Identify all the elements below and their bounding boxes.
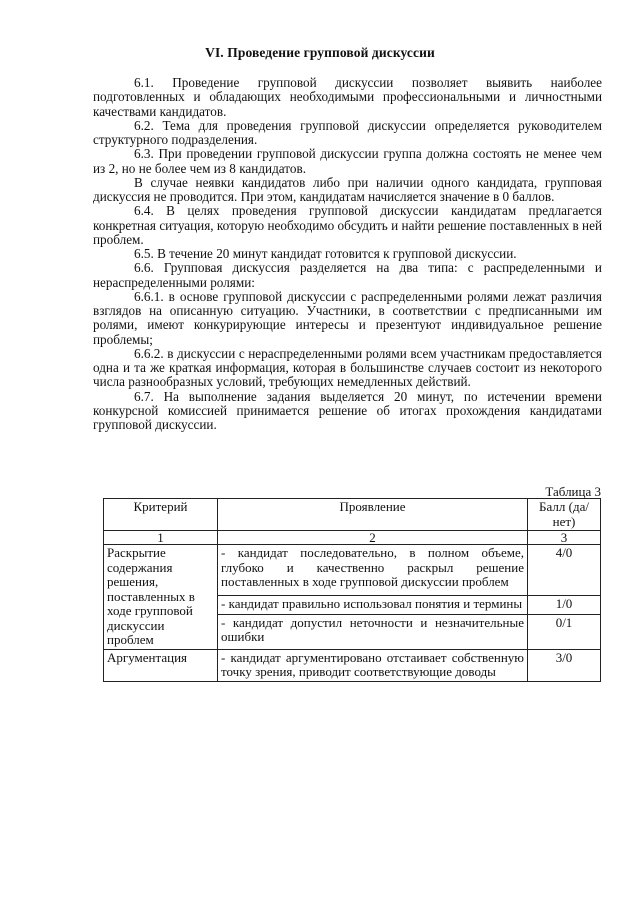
score-cell: 0/1 — [528, 614, 601, 649]
score-cell: 3/0 — [528, 649, 601, 681]
score-cell: 1/0 — [528, 595, 601, 614]
paragraph: 6.3. При проведении групповой дискуссии группа должна состоять не менее чем из 2, но не более чем из 8 кандидатов. — [93, 146, 602, 176]
column-number: 1 — [104, 531, 218, 545]
paragraph: 6.4. В целях проведения групповой дискуссии кандидатам предлагается конкретная ситуация, которую необходимо обсудить и найти решение поставленных в ней проблем. — [93, 203, 602, 247]
paragraph: 6.2. Тема для проведения групповой дискуссии определяется руководителем структурного подразделения. — [93, 117, 602, 147]
table-row — [104, 649, 601, 681]
criteria-table — [103, 498, 601, 682]
section-title: VI. Проведение групповой дискуссии — [205, 45, 435, 60]
paragraph: 6.6.1. в основе групповой дискуссии с распределенными ролями лежат различия взглядов на описанную ситуацию. Участники, в соответствии с предписанными им ролями, имеют конкурирующие интересы и презентуют индивидуальное решение проблемы; — [93, 288, 602, 347]
manifestation-cell: - кандидат правильно использовал понятия и термины — [218, 595, 528, 614]
header-criterion: Критерий — [104, 499, 218, 531]
criterion-cell: Аргументация — [104, 649, 218, 681]
manifestation-cell: - кандидат последовательно, в полном объеме, глубоко и качественно раскрыл решение поставленных в ходе групповой дискуссии проблем — [218, 545, 528, 596]
table-row — [104, 545, 601, 596]
column-number: 2 — [218, 531, 528, 545]
paragraph: 6.6.2. в дискуссии с нераспределенными ролями всем участникам предоставляется одна и та же краткая информация, которая в большинстве случаев состоит из некоторого числа разнообразных условий, требующих немедленных действий. — [93, 345, 602, 390]
header-manifestation: Проявление — [218, 499, 528, 531]
table-number-row — [104, 531, 601, 545]
criterion-cell: Раскрытие содержания решения, поставленных в ходе групповой дискуссии проблем — [104, 545, 218, 650]
header-score: Балл (да/нет) — [528, 499, 601, 531]
paragraph: 6.5. В течение 20 минут кандидат готовится к групповой дискуссии. — [134, 246, 517, 261]
column-number: 3 — [528, 531, 601, 545]
paragraph: В случае неявки кандидатов либо при наличии одного кандидата, групповая дискуссия не проводится. При этом, кандидатам начисляется значение в 0 баллов. — [93, 174, 602, 204]
manifestation-cell: - кандидат аргументировано отстаивает собственную точку зрения, приводит соответствующие доводы — [218, 649, 528, 681]
body-text — [93, 76, 602, 432]
score-cell: 4/0 — [528, 545, 601, 596]
paragraph: 6.6. Групповая дискуссия разделяется на два типа: с распределенными и нераспределенными ролями: — [93, 260, 602, 290]
manifestation-cell: - кандидат допустил неточности и незначительные ошибки — [218, 614, 528, 649]
paragraph: 6.1. Проведение групповой дискуссии позволяет выявить наиболее подготовленных и обладающих необходимыми профессиональными и личностными качествами кандидатов. — [93, 75, 602, 119]
table-caption: Таблица 3 — [545, 484, 601, 499]
table-header-row — [104, 499, 601, 531]
paragraph: 6.7. На выполнение задания выделяется 20 минут, по истечении времени конкурсной комиссией принимается решение об итогах прохождения кандидатами групповой дискуссии. — [93, 388, 602, 432]
